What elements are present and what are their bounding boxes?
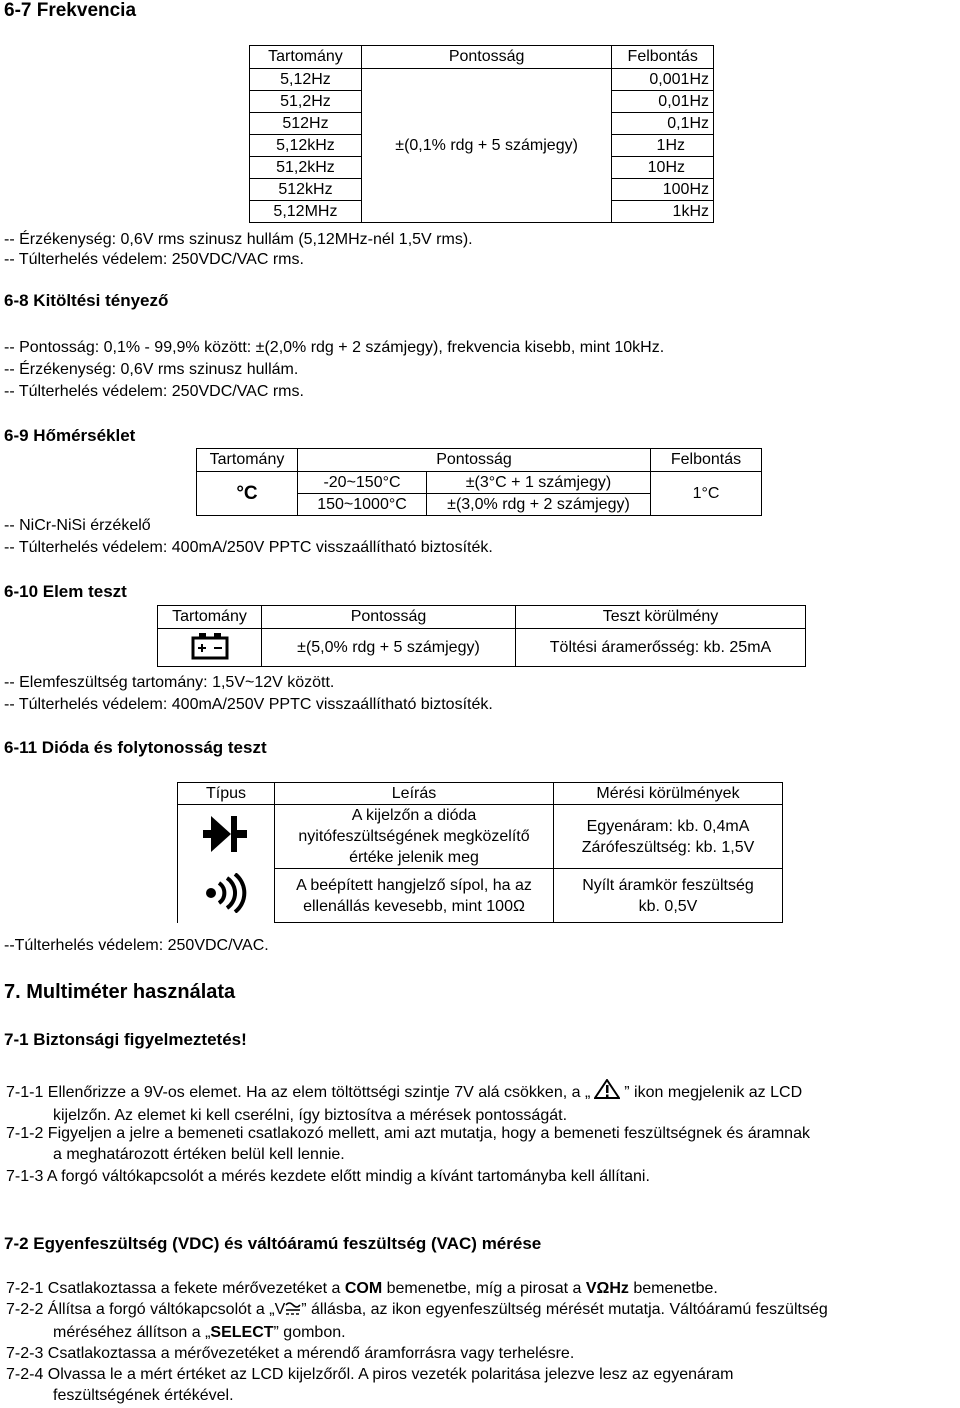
freq-resolution: 0,01Hz — [612, 91, 714, 113]
paragraph-711 — [6, 1079, 956, 1126]
text: bemenetbe, míg a pirosat a — [382, 1280, 586, 1297]
text: a meghatározott értéken belül kell lennie. — [53, 1146, 345, 1163]
desc-line: nyitófeszültségének megközelítő — [298, 828, 530, 845]
continuity-type — [178, 869, 275, 923]
freq-resolution: 1kHz — [612, 201, 714, 223]
volt-symbol: V — [274, 1301, 286, 1318]
paragraph-724 — [6, 1364, 956, 1406]
battery-note-overload: -- Túlterhelés védelem: 400mA/250V PPTC visszaállítható biztosíték. — [4, 696, 493, 713]
section-title-temperature: 6-9 Hőmérséklet — [4, 426, 136, 445]
desc-line: értéke jelenik meg — [349, 849, 479, 866]
col-header-accuracy: Pontosság — [298, 449, 651, 472]
com-terminal: COM — [344, 1280, 383, 1297]
cond-line: Zárófeszültség: kb. 1,5V — [581, 838, 755, 856]
freq-resolution: 0,001Hz — [612, 69, 714, 91]
text: 7-2-3 Csatlakoztassa a mérővezetéket a mérendő áramforrásra vagy terhelésre. — [6, 1345, 575, 1362]
diode-icon — [201, 843, 251, 860]
col-header-accuracy: Pontosság — [361, 46, 611, 69]
section-title-battery-test: 6-10 Elem teszt — [4, 582, 127, 601]
freq-range: 51,2Hz — [250, 91, 362, 113]
temp-unit: °C — [197, 472, 298, 516]
freq-range: 51,2kHz — [250, 157, 362, 179]
diode-description — [275, 805, 554, 869]
col-header-accuracy: Pontosság — [262, 606, 516, 629]
temperature-table — [196, 448, 762, 516]
text: bemenetbe. — [628, 1280, 718, 1297]
duty-note-sensitivity: -- Érzékenység: 0,6V rms szinusz hullám. — [4, 361, 299, 378]
text-cont — [6, 1322, 956, 1343]
section-title-voltage: 7-2 Egyenfeszültség (VDC) és váltóáramú feszültség (VAC) mérése — [4, 1234, 542, 1253]
col-header-range: Tartomány — [158, 606, 262, 629]
text: méréséhez állítson a „ — [53, 1324, 211, 1341]
freq-range: 512kHz — [250, 179, 362, 201]
freq-resolution: 1Hz — [612, 135, 714, 157]
text: 7-1-1 Ellenőrizze a 9V-os elemet. Ha az elem töltöttségi szintje 7V alá csökken, a „ — [6, 1084, 591, 1101]
col-header-resolution: Felbontás — [651, 449, 762, 472]
section-title-frequency: 6-7 Frekvencia — [4, 0, 137, 21]
frequency-table — [249, 45, 714, 223]
temp-range: 150~1000°C — [298, 494, 427, 516]
warning-icon — [594, 1079, 620, 1105]
buzzer-icon — [203, 900, 249, 917]
col-header-range: Tartomány — [250, 46, 362, 69]
temp-range: -20~150°C — [298, 472, 427, 494]
text: kijelzőn. Az elemet ki kell cserélni, így biztosítva a mérések pontosságát. — [53, 1107, 568, 1124]
freq-note-overload: -- Túlterhelés védelem: 250VDC/VAC rms. — [4, 251, 304, 268]
paragraph-712 — [6, 1123, 956, 1165]
diode-continuity-table — [177, 782, 783, 923]
paragraph-723 — [6, 1343, 956, 1364]
duty-note-overload: -- Túlterhelés védelem: 250VDC/VAC rms. — [4, 383, 304, 400]
freq-resolution: 100Hz — [612, 179, 714, 201]
diode-note-overload: --Túlterhelés védelem: 250VDC/VAC. — [4, 937, 269, 954]
paragraph-722 — [6, 1299, 956, 1343]
freq-range: 5,12MHz — [250, 201, 362, 223]
text: 7-2-2 Állítsa a forgó váltókapcsolót a „ — [6, 1301, 275, 1318]
desc-line: ellenállás kevesebb, mint 100Ω — [303, 897, 525, 915]
battery-test-table — [157, 605, 806, 667]
paragraph-713 — [6, 1166, 956, 1187]
freq-resolution: 0,1Hz — [612, 113, 714, 135]
paragraph-721 — [6, 1278, 956, 1299]
text: ” állásba, az ikon egyenfeszültség mérését mutatja. Váltóáramú feszültség — [301, 1301, 828, 1318]
temp-accuracy: ±(3°C + 1 számjegy) — [427, 472, 651, 494]
text: 7-1-3 A forgó váltókapcsolót a mérés kezdete előtt mindig a kívánt tartományba kell állítani. — [6, 1168, 650, 1185]
ac-dc-icon — [285, 1300, 301, 1322]
select-button-label: SELECT — [210, 1324, 274, 1341]
text: 7-2-4 Olvassa le a mért értéket az LCD kijelzőről. A piros vezeték polaritása jelezve lesz az egyenáram — [6, 1366, 734, 1383]
duty-note-accuracy: -- Pontosság: 0,1% - 99,9% között: ±(2,0% rdg + 2 számjegy), frekvencia kisebb, mint 10kHz. — [4, 339, 665, 356]
text: 7-1-2 Figyeljen a jelre a bemeneti csatlakozó mellett, ami azt mutatja, hogy a bemeneti feszültségnek és áramnak — [6, 1125, 810, 1142]
battery-icon — [190, 647, 230, 664]
battery-condition: Töltési áramerősség: kb. 25mA — [516, 629, 806, 667]
text: 7-2-1 Csatlakoztassa a fekete mérővezetéket a — [6, 1280, 345, 1297]
section-title-duty-cycle: 6-8 Kitöltési tényező — [4, 291, 169, 310]
col-header-type: Típus — [178, 783, 275, 805]
text: ” ikon megjelenik az LCD — [624, 1084, 803, 1101]
text: ” gombon. — [273, 1324, 346, 1341]
freq-accuracy: ±(0,1% rdg + 5 számjegy) — [361, 69, 611, 223]
freq-range: 5,12kHz — [250, 135, 362, 157]
freq-range: 5,12Hz — [250, 69, 362, 91]
battery-range — [158, 629, 262, 667]
col-header-resolution: Felbontás — [612, 46, 714, 69]
freq-resolution: 10Hz — [612, 157, 714, 179]
cond-line: Egyenáram: kb. 0,4mA — [586, 817, 750, 835]
temp-note-overload: -- Túlterhelés védelem: 400mA/250V PPTC visszaállítható biztosíték. — [4, 539, 493, 556]
section-title-safety: 7-1 Biztonsági figyelmeztetés! — [4, 1030, 247, 1049]
section-title-diode-continuity: 6-11 Dióda és folytonosság teszt — [4, 738, 267, 757]
cond-line: Nyílt áramkör feszültség — [582, 876, 754, 894]
diode-conditions — [554, 805, 783, 869]
text: feszültségének értékével. — [53, 1387, 234, 1404]
temp-resolution: 1°C — [651, 472, 762, 516]
desc-line: A beépített hangjelző sípol, ha az — [296, 876, 532, 894]
cond-line: kb. 0,5V — [638, 897, 698, 915]
col-header-conditions: Mérési körülmények — [554, 783, 783, 805]
temp-note-sensor: -- NiCr-NiSi érzékelő — [4, 517, 151, 534]
battery-accuracy: ±(5,0% rdg + 5 számjegy) — [262, 629, 516, 667]
desc-line: A kijelzőn a dióda — [351, 807, 477, 824]
col-header-range: Tartomány — [197, 449, 298, 472]
continuity-description — [275, 869, 554, 923]
continuity-conditions — [554, 869, 783, 923]
col-header-description: Leírás — [275, 783, 554, 805]
chapter-title: 7. Multiméter használata — [4, 981, 236, 1003]
vohmhz-terminal: VΩHz — [585, 1280, 629, 1297]
col-header-condition: Teszt körülmény — [516, 606, 806, 629]
diode-type — [178, 805, 275, 869]
freq-note-sensitivity: -- Érzékenység: 0,6V rms szinusz hullám (5,12MHz-nél 1,5V rms). — [4, 231, 473, 248]
freq-range: 512Hz — [250, 113, 362, 135]
battery-note-range: -- Elemfeszültség tartomány: 1,5V~12V között. — [4, 674, 335, 691]
temp-accuracy: ±(3,0% rdg + 2 számjegy) — [427, 494, 651, 516]
